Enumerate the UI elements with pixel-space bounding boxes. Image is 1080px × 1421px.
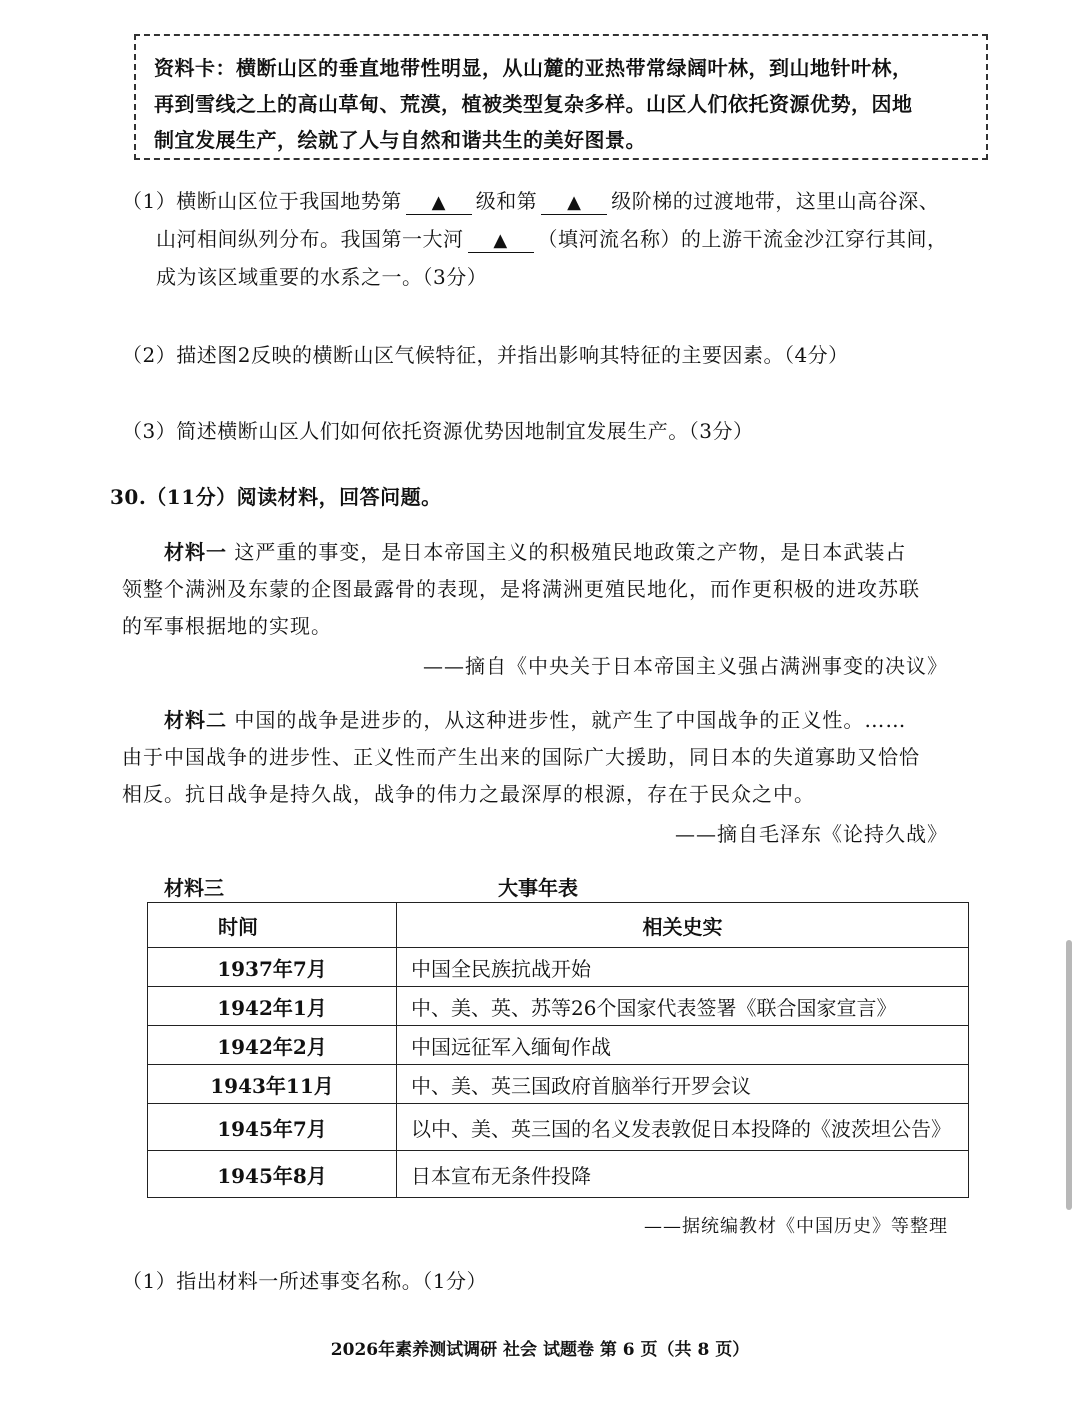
row-fact: 中国全民族抗战开始 [397,948,969,987]
material-2-source: ——摘自毛泽东《论持久战》 [675,822,948,846]
events-table [147,902,969,1198]
material-1: 材料一 这严重的事变，是日本帝国主义的积极殖民地政策之产物，是日本武装占 领整个满洲及东蒙的企图最露骨的表现，是将满洲更殖民地化，而作更积极的进攻苏联 的军事根据地的实现。 [122,540,920,638]
row-fact: 中、美、英、苏等26个国家代表签署《联合国家宣言》 [397,987,969,1026]
material-1-source: ——摘自《中央关于日本帝国主义强占满洲事变的决议》 [423,654,948,678]
answer-blank-3: ▲ [468,228,534,253]
info-card-label: 资料卡： [154,56,236,80]
answer-blank-2: ▲ [541,190,607,215]
row-time: 1937年7月 [148,948,397,987]
table-header-row [148,903,969,948]
answer-blank-1: ▲ [406,190,472,215]
q29-part2: （2）描述图2反映的横断山区气候特征，并指出影响其特征的主要因素。（4分） [122,343,849,367]
table-row [148,948,969,987]
info-card-line-1: 资料卡：横断山区的垂直地带性明显，从山麓的亚热带常绿阔叶林，到山地针叶林， [154,56,913,80]
header-fact: 相关史实 [397,903,969,948]
row-time: 1945年7月 [148,1104,397,1151]
row-time: 1942年2月 [148,1026,397,1065]
row-fact: 中国远征军入缅甸作战 [397,1026,969,1065]
material-2-label: 材料二 [164,708,227,732]
row-time: 1945年8月 [148,1151,397,1198]
row-time: 1943年11月 [148,1065,397,1104]
row-fact: 中、美、英三国政府首脑举行开罗会议 [397,1065,969,1104]
info-card-line-3: 制宜发展生产，绘就了人与自然和谐共生的美好图景。 [154,128,646,152]
info-card-line-2: 再到雪线之上的高山草甸、荒漠，植被类型复杂多样。山区人们依托资源优势，因地 [154,92,913,116]
table-title: 大事年表 [498,876,578,900]
table-row [148,987,969,1026]
row-fact: 以中、美、英三国的名义发表敦促日本投降的《波茨坦公告》 [397,1104,969,1151]
material-1-label: 材料一 [164,540,227,564]
q30-part1: （1）指出材料一所述事变名称。（1分） [122,1269,487,1293]
header-time: 时间 [148,903,397,948]
q30-header: 30.（11分）阅读材料，回答问题。 [110,485,442,509]
q29-part1: （1）横断山区位于我国地势第 ▲ 级和第 ▲ 级阶梯的过渡地带，这里山高谷深、 山河相间纵列分布。我国第一大河 ▲ （填河流名称）的上游干流金沙江穿行其间， 成为该区域重要的水系之一。（3分） [122,189,948,289]
material-3-source: ——据统编教材《中国历史》等整理 [644,1216,948,1237]
table-row [148,1151,969,1198]
table-row [148,1065,969,1104]
scrollbar-thumb[interactable] [1066,940,1072,1210]
row-fact: 日本宣布无条件投降 [397,1151,969,1198]
material-2: 材料二 中国的战争是进步的，从这种进步性，就产生了中国战争的正义性。…… 由于中国战争的进步性、正义性而产生出来的国际广大援助，同日本的失道寡助又恰恰 相反。抗日战争是持久战，战争的伟力之最深厚的根源，存在于民众之中。 [122,708,920,806]
row-time: 1942年1月 [148,987,397,1026]
table-row [148,1104,969,1151]
table-row [148,1026,969,1065]
material-3-label: 材料三 [164,876,224,900]
info-card [134,34,988,160]
q29-part3: （3）简述横断山区人们如何依托资源优势因地制宜发展生产。（3分） [122,419,754,443]
page-footer: 2026年素养测试调研 社会 试题卷 第 6 页（共 8 页） [330,1340,750,1360]
